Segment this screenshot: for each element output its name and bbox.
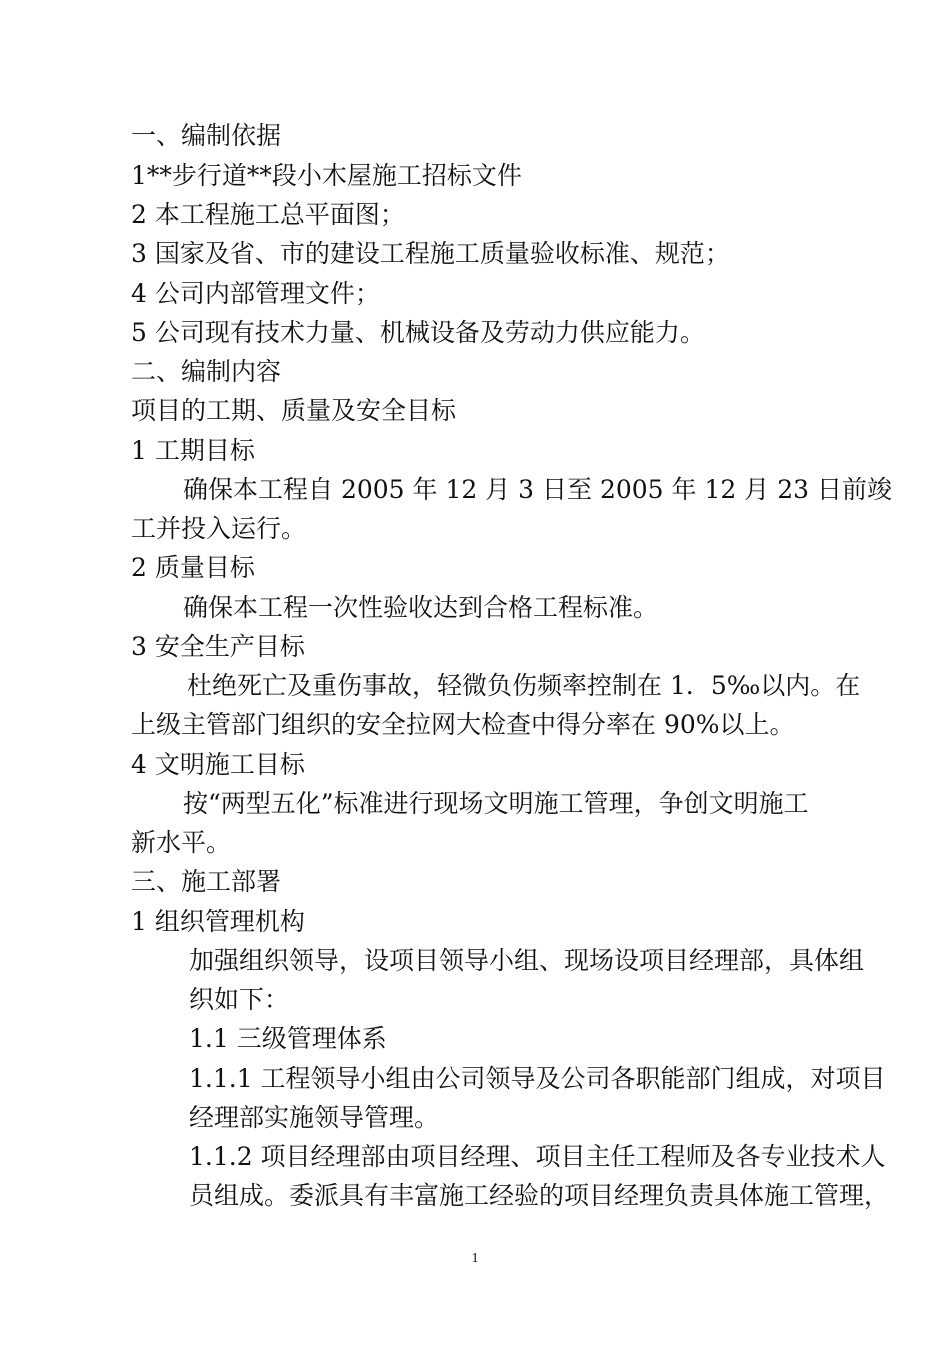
heading-compile-content: 二、编制内容	[131, 357, 282, 386]
paragraph-organization-line-2: 织如下：	[189, 985, 290, 1014]
paragraph-1-1-2-line-1: 1.1.2 项目经理部由项目经理、项目主任工程师及各专业技术人	[189, 1142, 886, 1171]
paragraph-safety-goal-line-2: 上级主管部门组织的安全拉网大检查中得分率在 90%以上。	[131, 710, 795, 739]
heading-civilized-construction-goal: 4 文明施工目标	[131, 750, 305, 779]
paragraph-schedule-goal-line-1: 确保本工程自 2005 年 12 月 3 日至 2005 年 12 月 23 日前竣	[183, 475, 892, 504]
heading-compile-basis: 一、编制依据	[131, 121, 282, 150]
paragraph-1-1-1-line-2: 经理部实施领导管理。	[189, 1103, 440, 1132]
paragraph-safety-goal-line-1: 杜绝死亡及重伤事故，轻微负伤频率控制在 1．5‰以内。在	[187, 671, 861, 700]
basis-item-3: 3 国家及省、市的建设工程施工质量验收标准、规范；	[131, 239, 730, 268]
basis-item-5: 5 公司现有技术力量、机械设备及劳动力供应能力。	[131, 318, 705, 347]
page-number: 1	[471, 1251, 479, 1266]
paragraph-organization-line-1: 加强组织领导，设项目领导小组、现场设项目经理部，具体组	[189, 946, 865, 975]
heading-organization: 1 组织管理机构	[131, 907, 305, 936]
basis-item-4: 4 公司内部管理文件；	[131, 279, 380, 308]
heading-three-level-system: 1.1 三级管理体系	[189, 1024, 387, 1053]
paragraph-1-1-1-line-1: 1.1.1 工程领导小组由公司领导及公司各职能部门组成，对项目	[189, 1064, 886, 1093]
paragraph-1-1-2-line-2: 员组成。委派具有丰富施工经验的项目经理负责具体施工管理，	[189, 1181, 890, 1210]
heading-quality-goal: 2 质量目标	[131, 553, 255, 582]
heading-construction-deployment: 三、施工部署	[131, 867, 282, 896]
paragraph-civilized-goal-line-2: 新水平。	[131, 828, 232, 857]
heading-safety-goal: 3 安全生产目标	[131, 632, 305, 661]
paragraph-schedule-goal-line-2: 工并投入运行。	[131, 514, 307, 543]
subheading-project-goals: 项目的工期、质量及安全目标	[131, 396, 457, 425]
basis-item-1: 1**步行道**段小木屋施工招标文件	[131, 161, 522, 190]
paragraph-quality-goal: 确保本工程一次性验收达到合格工程标准。	[183, 593, 659, 622]
paragraph-civilized-goal-line-1: 按“两型五化”标准进行现场文明施工管理，争创文明施工	[183, 789, 809, 818]
heading-schedule-goal: 1 工期目标	[131, 436, 255, 465]
basis-item-2: 2 本工程施工总平面图；	[131, 200, 405, 229]
